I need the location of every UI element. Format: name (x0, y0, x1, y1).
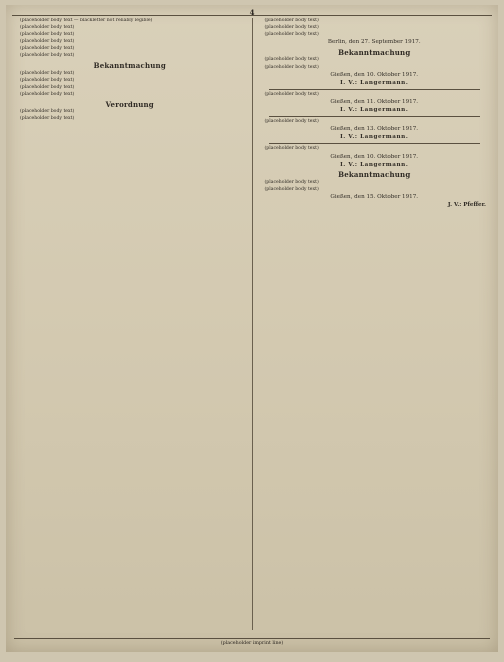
article-paragraph: (placeholder body text) (20, 92, 75, 98)
article-paragraph: (placeholder body text) (20, 77, 75, 83)
column-divider (252, 18, 253, 630)
article-paragraph: (placeholder body text) (20, 84, 75, 90)
dateline: Gießen, den 10. Oktober 1917. (330, 153, 419, 160)
article-paragraph: (placeholder body text) (20, 46, 75, 52)
article-paragraph: (placeholder body text) (20, 32, 75, 38)
right-column (259, 18, 491, 630)
article-paragraph: (placeholder body text) (264, 186, 319, 192)
article-paragraph: (placeholder body text) (20, 109, 75, 115)
article-paragraph: (placeholder body text) (264, 64, 319, 70)
section-rule (269, 143, 481, 144)
article-paragraph: (placeholder body text) (264, 179, 319, 185)
dateline: Gießen, den 13. Oktober 1917. (330, 126, 419, 133)
signature: I. V.: Langermann. (340, 79, 409, 86)
section-rule (269, 116, 481, 117)
article-heading: Bekanntmachung (93, 61, 166, 71)
imprint-footer: (placeholder imprint line) (14, 638, 490, 646)
article-paragraph: (placeholder body text) (264, 91, 319, 97)
dateline: Gießen, den 11. Oktober 1917. (330, 99, 419, 106)
article-paragraph: (placeholder body text) (20, 39, 75, 45)
article-heading: Verordnung (105, 99, 154, 109)
top-rule (12, 15, 492, 16)
dateline: Gießen, den 15. Oktober 1917. (330, 194, 419, 201)
article-paragraph: (placeholder body text) (20, 53, 75, 59)
article-paragraph: (placeholder body text) (264, 146, 319, 152)
article-paragraph: (placeholder body text) (264, 32, 319, 38)
article-paragraph: (placeholder body text) (264, 25, 319, 31)
article-paragraph: (placeholder body text) (20, 25, 75, 31)
section-rule (269, 89, 481, 90)
dateline: Gießen, den 10. Oktober 1917. (330, 71, 419, 78)
page-number: 4 (249, 8, 255, 17)
article-heading: Bekanntmachung (338, 47, 411, 57)
article-paragraph: (placeholder body text) (20, 116, 75, 122)
signature: I. V.: Langermann. (340, 134, 409, 141)
newspaper-page (6, 5, 498, 652)
article-heading: Bekanntmachung (338, 170, 411, 180)
left-column (14, 18, 246, 630)
article-paragraph: (placeholder body text) (264, 119, 319, 125)
signature: J. V.: Pfeffer. (447, 202, 486, 209)
article-paragraph: (placeholder body text) (264, 57, 319, 63)
columns (14, 18, 490, 630)
dateline: Berlin, den 27. September 1917. (327, 39, 421, 46)
article-paragraph: (placeholder body text — blackletter not reliably legible) (20, 18, 153, 23)
article-paragraph: (placeholder body text) (264, 18, 319, 23)
article-paragraph: (placeholder body text) (20, 70, 75, 76)
signature: I. V.: Langermann. (340, 107, 409, 114)
signature: I. V.: Langermann. (340, 161, 409, 168)
